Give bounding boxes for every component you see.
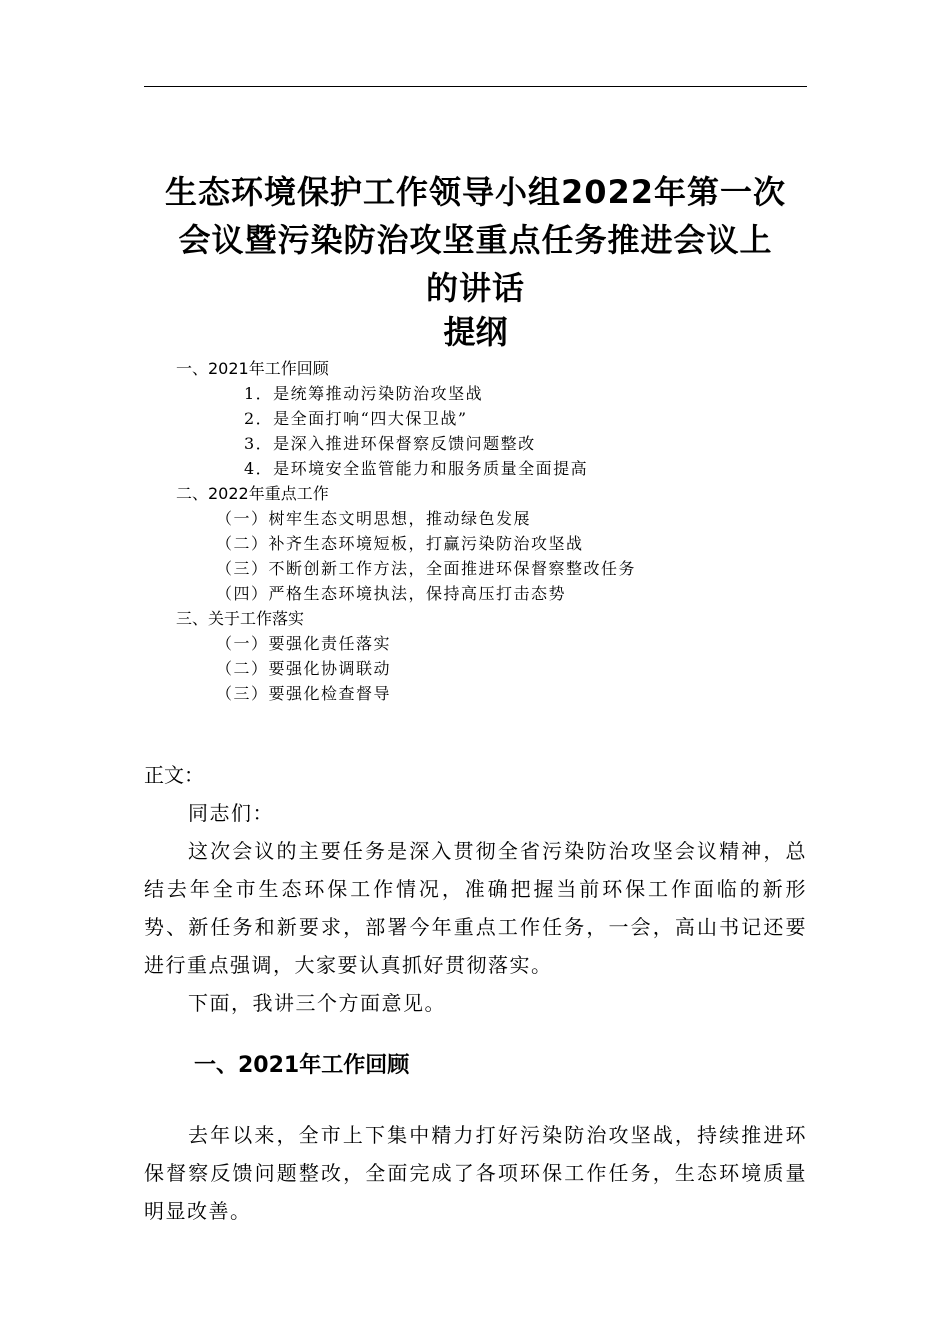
outline-item: 1．是统筹推动污染防治攻坚战: [244, 384, 484, 403]
outline-list: [176, 356, 796, 706]
outline-section-heading: 二、2022年重点工作: [176, 484, 329, 503]
outline-item: （三）要强化检查督导: [216, 684, 392, 703]
outline-section-heading: 一、2021年工作回顾: [176, 359, 329, 378]
outline-section-heading: 三、关于工作落实: [176, 609, 305, 628]
outline-item: 3．是深入推进环保督察反馈问题整改: [244, 434, 536, 453]
outline-item: （一）要强化责任落实: [216, 634, 392, 653]
outline-item: （一）树牢生态文明思想，推动绿色发展: [216, 509, 532, 528]
outline-item: （四）严格生态环境执法，保持高压打击态势: [216, 584, 567, 603]
outline-item: 2．是全面打响“四大保卫战”: [244, 409, 468, 428]
body-label: 正文：: [144, 763, 204, 787]
document-title: [144, 168, 807, 312]
title-line: 会议暨污染防治攻坚重点任务推进会议上: [178, 221, 773, 259]
body-text: [144, 756, 807, 1230]
outline-title: 提纲: [443, 313, 508, 351]
section-heading: 一、2021年工作回顾: [194, 1053, 410, 1078]
title-line: 的讲话: [425, 269, 525, 307]
body-paragraph: 去年以来，全市上下集中精力打好污染防治攻坚战，持续推进环保督察反馈问题整改，全面完成了各项环保工作任务，生态环境质量明显改善。: [144, 1123, 807, 1223]
outline-item: 4．是环境安全监管能力和服务质量全面提高: [244, 459, 589, 478]
header-rule: [144, 86, 807, 87]
body-paragraph: 这次会议的主要任务是深入贯彻全省污染防治攻坚会议精神，总结去年全市生态环保工作情况，准确把握当前环保工作面临的新形势、新任务和新要求，部署今年重点工作任务，一会，高山书记还要进行重点强调，大家要认真抓好贯彻落实。: [144, 839, 807, 977]
outline-item: （二）要强化协调联动: [216, 659, 392, 678]
outline-item: （三）不断创新工作方法，全面推进环保督察整改任务: [216, 559, 637, 578]
greeting: 同志们：: [188, 801, 274, 825]
body-paragraph: 下面，我讲三个方面意见。: [188, 991, 446, 1015]
outline-item: （二）补齐生态环境短板，打赢污染防治攻坚战: [216, 534, 584, 553]
title-line: 生态环境保护工作领导小组2022年第一次: [164, 173, 787, 211]
